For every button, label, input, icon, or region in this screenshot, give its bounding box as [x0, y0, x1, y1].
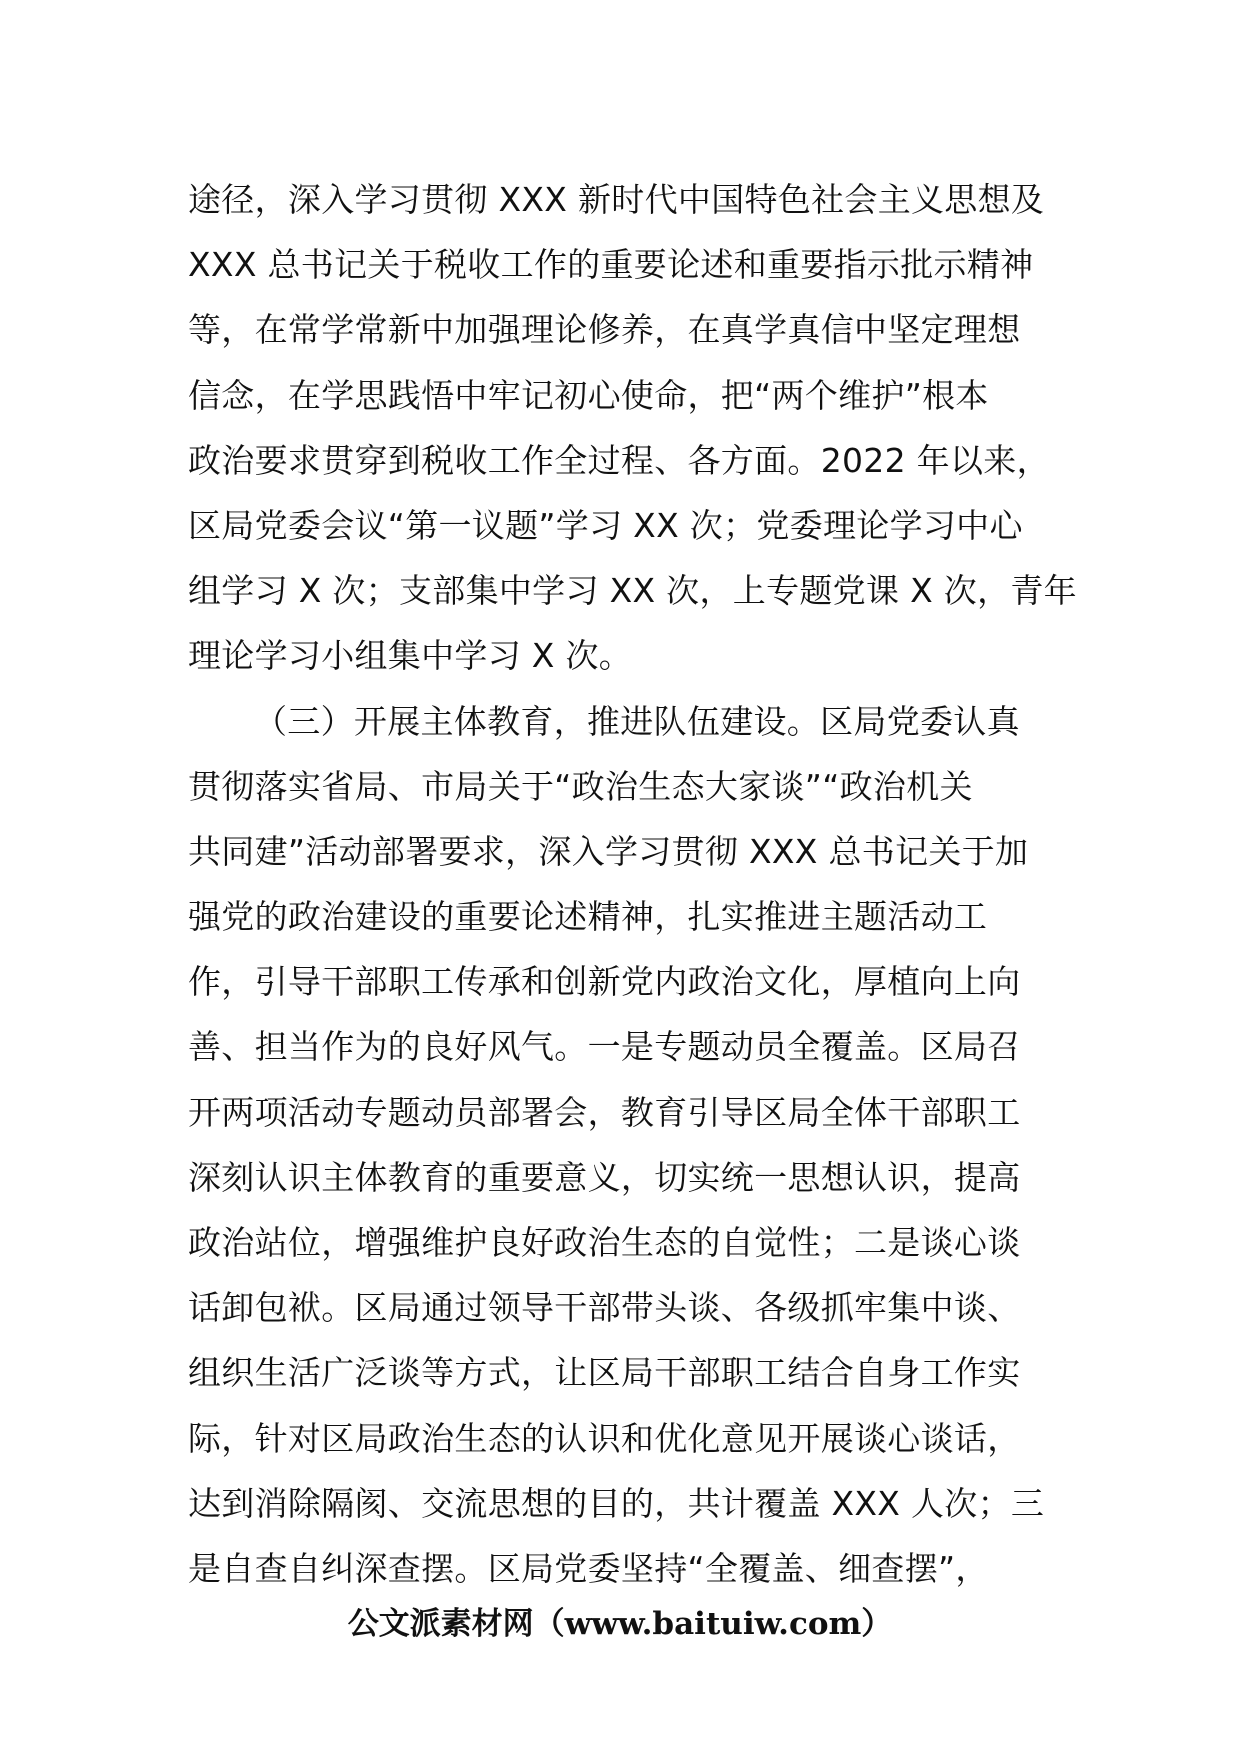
- text-line: 政治要求贯穿到税收工作全过程、各方面。2022 年以来，: [188, 440, 1050, 480]
- text-line: 途径，深入学习贯彻 XXX 新时代中国特色社会主义思想及: [188, 180, 1045, 219]
- text-line: 强党的政治建设的重要论述精神，扎实推进主题活动工: [188, 897, 988, 937]
- text-line: 贯彻落实省局、市局关于“政治生态大家谈”“政治机关: [188, 766, 973, 806]
- text-line: XXX 总书记关于税收工作的重要论述和重要指示批示精神: [188, 245, 1034, 285]
- text-line: 组学习 X 次；支部集中学习 XX 次，上专题党课 X 次，青年: [188, 571, 1077, 611]
- text-line: 深刻认识主体教育的重要意义，切实统一思想认识，提高: [188, 1157, 1021, 1197]
- text-line: 政治站位，增强维护良好政治生态的自觉性；二是谈心谈: [188, 1223, 1021, 1262]
- text-line: 等，在常学常新中加强理论修养，在真学真信中坚定理想: [188, 310, 1021, 350]
- text-line: 善、担当作为的良好风气。一是专题动员全覆盖。区局召: [188, 1027, 1021, 1067]
- text-line: 际，针对区局政治生态的认识和优化意见开展谈心谈话，: [188, 1418, 1021, 1458]
- document-body: [188, 167, 1077, 1601]
- text-line: 开两项活动专题动员部署会，教育引导区局全体干部职工: [188, 1092, 1021, 1132]
- text-line: 组织生活广泛谈等方式，让区局干部职工结合自身工作实: [188, 1353, 1021, 1393]
- text-line: 共同建”活动部署要求，深入学习贯彻 XXX 总书记关于加: [188, 831, 1029, 871]
- text-line: 话卸包袱。区局通过领导干部带头谈、各级抓牢集中谈、: [188, 1288, 1021, 1328]
- text-line: 区局党委会议“第一议题”学习 XX 次；党委理论学习中心: [188, 505, 1023, 545]
- text-line: 是自查自纠深查摆。区局党委坚持“全覆盖、细查摆”，: [188, 1548, 989, 1588]
- text-line: 达到消除隔阂、交流思想的目的，共计覆盖 XXX 人次；三: [188, 1483, 1045, 1523]
- text-line: 作，引导干部职工传承和创新党内政治文化，厚植向上向: [188, 962, 1021, 1002]
- text-line: 信念，在学思践悟中牢记初心使命，把“两个维护”根本: [188, 375, 989, 415]
- section-heading-line: （三）开展主体教育，推进队伍建设。区局党委认真: [254, 701, 1020, 741]
- footer-watermark: 公文派素材网（www.baituiw.com）: [347, 1606, 893, 1642]
- text-line: 理论学习小组集中学习 X 次。: [188, 636, 633, 676]
